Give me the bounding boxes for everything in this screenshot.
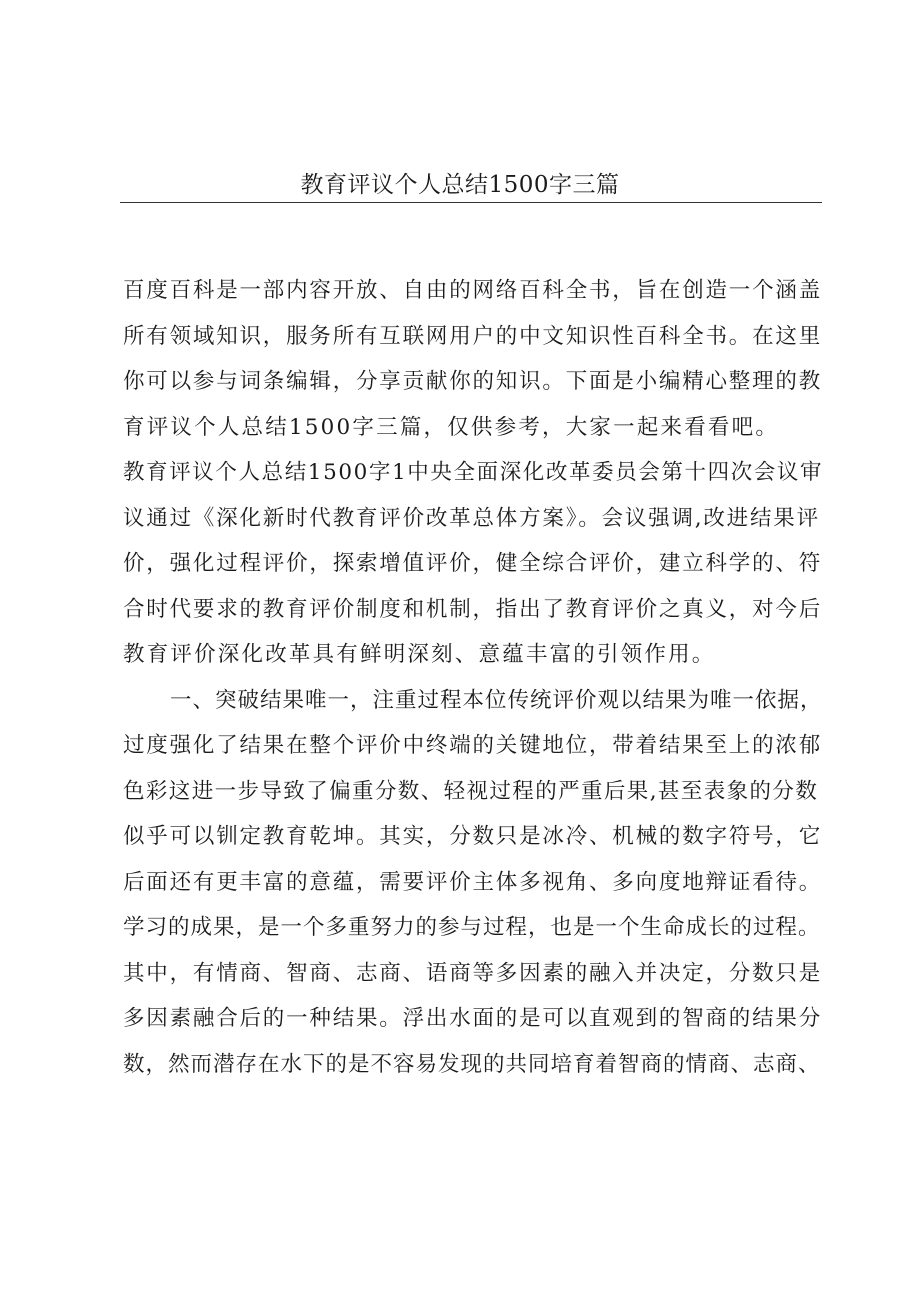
summary-paragraph-1 (123, 450, 823, 678)
text-line: 教育评价深化改革具有鲜明深刻、意蕴丰富的引领作用。 (123, 642, 716, 667)
text-line: 后面还有更丰富的意蕴，需要评价主体多视角、多向度地辩证看待。 (123, 869, 823, 895)
text-line: 百度百科是一部内容开放、自由的网络百科全书，旨在创造一个涵盖 (123, 278, 823, 303)
text-line: 你可以参与词条编辑，分享贡献你的知识。下面是小编精心整理的教 (123, 369, 823, 394)
text-line: 合时代要求的教育评价制度和机制，指出了教育评价之真义，对今后 (123, 596, 823, 622)
title-underline (120, 202, 822, 203)
document-title: 教育评议个人总结1500字三篇 (300, 172, 620, 198)
text-line: 教育评议个人总结1500字1中央全面深化改革委员会第十四次会议审 (123, 460, 824, 485)
text-line: 所有领域知识，服务所有互联网用户的中文知识性百科全书。在这里 (123, 323, 823, 349)
text-line: 过度强化了结果在整个评价中终端的关键地位，带着结果至上的浓郁 (123, 733, 823, 758)
text-line: 其中，有情商、智商、志商、语商等多因素的融入并决定，分数只是 (123, 960, 823, 986)
text-line: 价，强化过程评价，探索增值评价，健全综合评价，建立科学的、符 (123, 551, 823, 576)
text-line: 育评议个人总结1500字三篇，仅供参考，大家一起来看看吧。 (123, 414, 780, 440)
text-line: 一、突破结果唯一，注重过程本位传统评价观以结果为唯一依据， (170, 687, 823, 713)
text-line: 学习的成果，是一个多重努力的参与过程，也是一个生命成长的过程。 (123, 915, 821, 940)
section-one-paragraph (123, 678, 823, 1088)
document-body (123, 268, 823, 1087)
intro-paragraph (123, 268, 823, 450)
text-line: 议通过《深化新时代教育评价改革总体方案》。会议强调,改进结果评 (123, 505, 820, 531)
text-line: 多因素融合后的一种结果。浮出水面的是可以直观到的智商的结果分 (123, 1006, 823, 1031)
text-line: 数，然而潜存在水下的是不容易发现的共同培育着智商的情商、志商、 (123, 1051, 821, 1077)
text-line: 色彩这进一步导致了偏重分数、轻视过程的严重后果,甚至表象的分数 (123, 778, 819, 804)
text-line: 似乎可以钏定教育乾坤。其实，分数只是冰冷、机械的数字符号，它 (123, 824, 823, 849)
